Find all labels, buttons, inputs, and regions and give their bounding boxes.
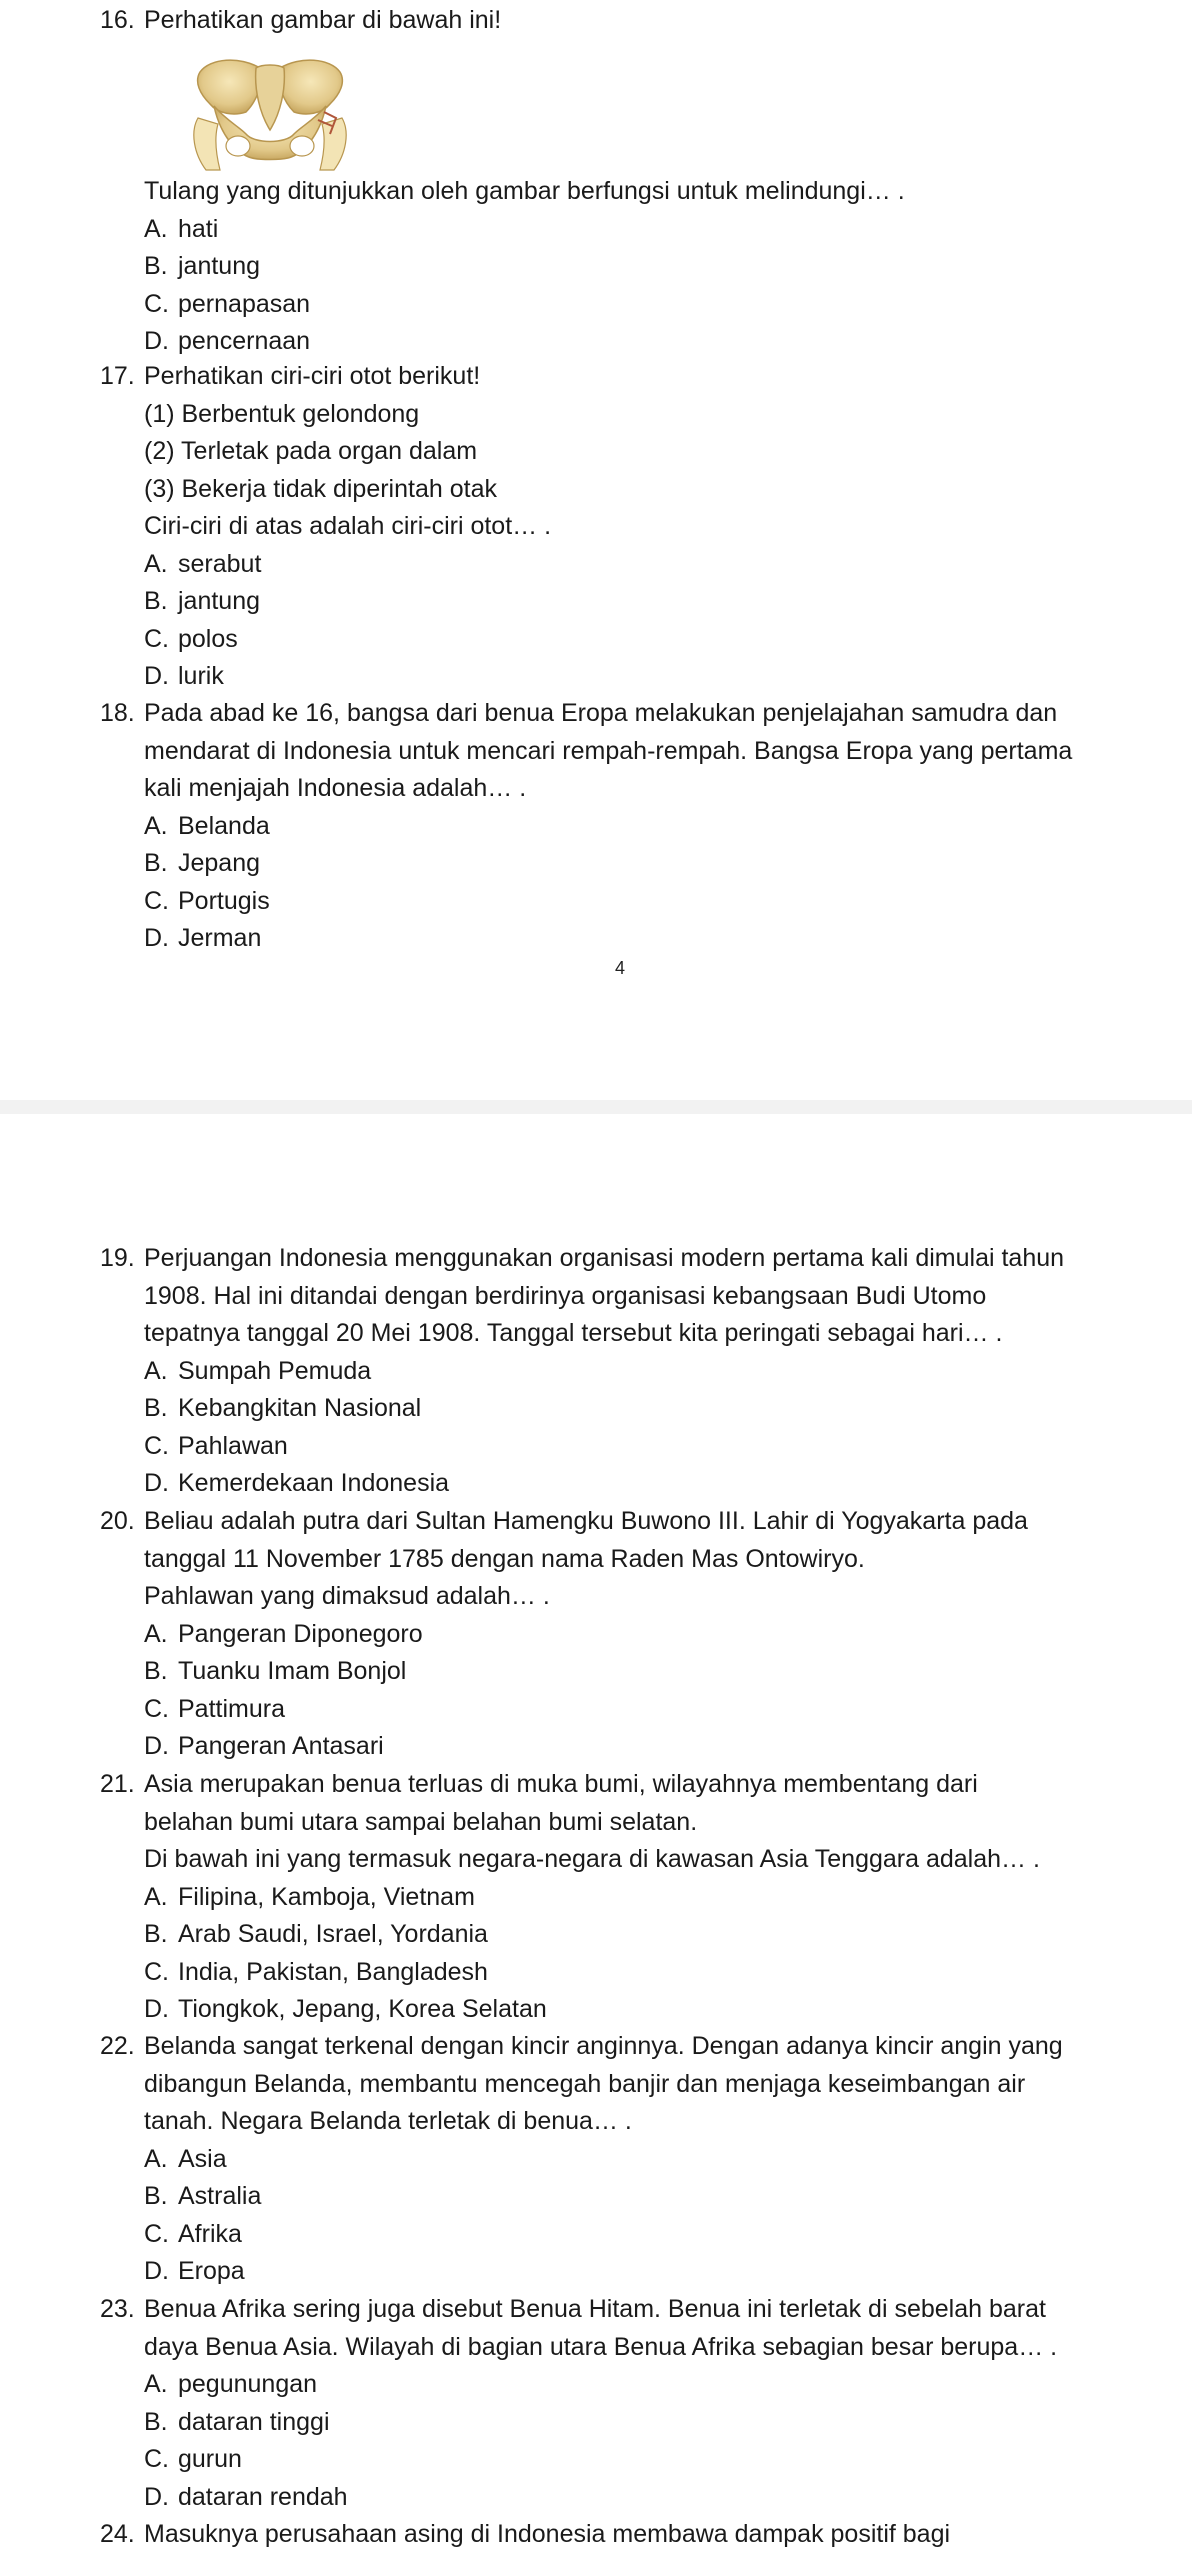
option-a xyxy=(100,211,1190,249)
option-c xyxy=(100,286,1190,324)
question-stem: Pahlawan yang dimaksud adalah… . xyxy=(144,1582,550,1610)
option-text: dataran rendah xyxy=(178,2482,348,2511)
option-letter: D. xyxy=(144,327,169,355)
option-letter: B. xyxy=(144,587,168,615)
question-21 xyxy=(100,1766,1190,2029)
option-a xyxy=(100,2141,1190,2179)
question-stem: tanah. Negara Belanda terletak di benua… . xyxy=(144,2107,632,2135)
option-text: Pattimura xyxy=(178,1694,285,1723)
option-letter: D. xyxy=(144,1469,169,1497)
option-letter: B. xyxy=(144,849,168,877)
page-separator xyxy=(0,1100,1192,1114)
option-text: Sumpah Pemuda xyxy=(178,1356,372,1385)
question-number: 19. xyxy=(100,1244,135,1272)
question-stem: Belanda sangat terkenal dengan kincir anginnya. Dengan adanya kincir angin yang xyxy=(144,2032,1063,2060)
question-stem: Perjuangan Indonesia menggunakan organisasi modern pertama kali dimulai tahun xyxy=(144,1244,1065,1272)
option-letter: C. xyxy=(144,624,169,653)
option-d xyxy=(100,2253,1190,2291)
page-1 xyxy=(0,0,1192,1100)
question-stem: belahan bumi utara sampai belahan bumi selatan. xyxy=(144,1807,698,1836)
option-b xyxy=(100,1390,1190,1428)
question-stem: Benua Afrika sering juga disebut Benua Hitam. Benua ini terletak di sebelah barat xyxy=(144,2295,1046,2323)
option-text: jantung xyxy=(178,252,261,280)
question-24 xyxy=(100,2516,1190,2554)
question-16-body xyxy=(100,173,1190,361)
question-stem: tepatnya tanggal 20 Mei 1908. Tanggal tersebut kita peringati sebagai hari… . xyxy=(144,1319,1003,1347)
option-text: pencernaan xyxy=(178,327,311,355)
option-b xyxy=(100,2178,1190,2216)
question-stem: Di bawah ini yang termasuk negara-negara di kawasan Asia Tenggara adalah… . xyxy=(144,1845,1040,1873)
option-letter: B. xyxy=(144,2407,168,2436)
option-letter: A. xyxy=(144,1619,168,1648)
question-stem: Perhatikan ciri-ciri otot berikut! xyxy=(144,362,481,390)
option-letter: A. xyxy=(144,811,168,840)
option-text: Pangeran Diponegoro xyxy=(178,1619,423,1648)
option-c xyxy=(100,883,1190,921)
option-letter: C. xyxy=(144,1957,169,1986)
option-a xyxy=(100,1879,1190,1917)
option-c xyxy=(100,1954,1190,1992)
option-text: Tuanku Imam Bonjol xyxy=(178,1657,407,1685)
option-text: Pangeran Antasari xyxy=(178,1732,384,1760)
question-stem: tanggal 11 November 1785 dengan nama Raden Mas Ontowiryo. xyxy=(144,1544,865,1573)
question-20 xyxy=(100,1503,1190,1766)
option-text: Eropa xyxy=(178,2257,245,2285)
option-letter: D. xyxy=(144,924,169,952)
option-letter: A. xyxy=(144,1356,168,1385)
option-letter: C. xyxy=(144,2219,169,2248)
option-b xyxy=(100,583,1190,621)
option-a xyxy=(100,808,1190,846)
option-a xyxy=(100,1353,1190,1391)
question-19 xyxy=(100,1240,1190,1503)
option-text: Filipina, Kamboja, Vietnam xyxy=(178,1882,475,1911)
option-letter: D. xyxy=(144,1732,169,1760)
option-letter: C. xyxy=(144,1694,169,1723)
question-18 xyxy=(100,695,1190,958)
question-stem: dibangun Belanda, membantu mencegah banjir dan menjaga keseimbangan air xyxy=(144,2069,1026,2098)
question-number: 23. xyxy=(100,2295,135,2323)
question-stem: mendarat di Indonesia untuk mencari rempah-rempah. Bangsa Eropa yang pertama xyxy=(144,736,1073,765)
option-text: Tiongkok, Jepang, Korea Selatan xyxy=(178,1995,547,2023)
option-letter: D. xyxy=(144,1995,169,2023)
option-letter: D. xyxy=(144,2482,169,2511)
option-letter: B. xyxy=(144,252,168,280)
question-stem: kali menjajah Indonesia adalah… . xyxy=(144,774,527,802)
option-text: Jerman xyxy=(178,924,262,952)
option-letter: B. xyxy=(144,1657,168,1685)
option-text: pegunungan xyxy=(178,2370,318,2398)
question-stem: (2) Terletak pada organ dalam xyxy=(144,437,478,465)
option-c xyxy=(100,2216,1190,2254)
option-text: Arab Saudi, Israel, Yordania xyxy=(178,1920,488,1948)
question-number: 24. xyxy=(100,2520,135,2548)
page-2 xyxy=(0,1114,1192,2554)
question-16 xyxy=(100,2,1190,40)
option-a xyxy=(100,1616,1190,1654)
option-text: Astralia xyxy=(178,2182,262,2210)
question-17 xyxy=(100,358,1190,696)
option-letter: B. xyxy=(144,1394,168,1422)
option-d xyxy=(100,1465,1190,1503)
question-stem: Beliau adalah putra dari Sultan Hamengku Buwono III. Lahir di Yogyakarta pada xyxy=(144,1507,1028,1535)
option-d xyxy=(100,658,1190,696)
option-letter: A. xyxy=(144,1882,168,1911)
option-letter: C. xyxy=(144,886,169,915)
option-d xyxy=(100,1728,1190,1766)
option-text: Portugis xyxy=(178,886,270,915)
option-d xyxy=(100,1991,1190,2029)
option-text: Afrika xyxy=(178,2219,242,2248)
question-stem: Masuknya perusahaan asing di Indonesia membawa dampak positif bagi xyxy=(144,2520,951,2548)
option-text: dataran tinggi xyxy=(178,2407,330,2436)
option-letter: A. xyxy=(144,2370,168,2398)
option-text: Kebangkitan Nasional xyxy=(178,1394,422,1422)
option-text: lurik xyxy=(178,662,224,690)
option-b xyxy=(100,248,1190,286)
option-b xyxy=(100,1653,1190,1691)
question-stem: Pada abad ke 16, bangsa dari benua Eropa melakukan penjelajahan samudra dan xyxy=(144,699,1058,727)
option-d xyxy=(100,920,1190,958)
option-letter: A. xyxy=(144,214,168,243)
option-text: polos xyxy=(178,624,238,653)
question-stem: (3) Bekerja tidak diperintah otak xyxy=(144,474,497,503)
option-letter: D. xyxy=(144,2257,169,2285)
option-letter: A. xyxy=(144,2144,168,2173)
option-text: Belanda xyxy=(178,811,270,840)
question-number: 18. xyxy=(100,699,135,727)
option-b xyxy=(100,2404,1190,2442)
option-c xyxy=(100,621,1190,659)
option-text: India, Pakistan, Bangladesh xyxy=(178,1957,488,1986)
question-stem: Asia merupakan benua terluas di muka bumi, wilayahnya membentang dari xyxy=(144,1770,978,1798)
option-c xyxy=(100,1428,1190,1466)
option-text: hati xyxy=(178,214,219,243)
option-d xyxy=(100,2479,1190,2517)
option-letter: B. xyxy=(144,1920,168,1948)
option-text: gurun xyxy=(178,2445,242,2473)
option-letter: B. xyxy=(144,2182,168,2210)
question-number: 22. xyxy=(100,2032,135,2060)
question-number: 21. xyxy=(100,1770,135,1798)
option-letter: C. xyxy=(144,1431,169,1460)
option-text: jantung xyxy=(178,587,261,615)
question-22 xyxy=(100,2028,1190,2291)
option-text: serabut xyxy=(178,549,262,578)
option-text: Asia xyxy=(178,2144,227,2173)
question-stem: 1908. Hal ini ditandai dengan berdirinya organisasi kebangsaan Budi Utomo xyxy=(144,1281,987,1310)
question-stem: daya Benua Asia. Wilayah di bagian utara Benua Afrika sebagian besar berupa… . xyxy=(144,2332,1058,2361)
option-letter: C. xyxy=(144,289,169,318)
question-number: 17. xyxy=(100,362,135,390)
question-stem: (1) Berbentuk gelondong xyxy=(144,399,420,428)
option-text: Kemerdekaan Indonesia xyxy=(178,1469,450,1497)
page-number: 4 xyxy=(614,958,625,978)
question-number: 16. xyxy=(100,6,135,34)
option-letter: D. xyxy=(144,662,169,690)
option-letter: C. xyxy=(144,2445,169,2473)
option-c xyxy=(100,2441,1190,2479)
option-letter: A. xyxy=(144,549,168,578)
question-stem: Ciri-ciri di atas adalah ciri-ciri otot… . xyxy=(144,512,552,540)
option-text: Pahlawan xyxy=(178,1431,288,1460)
option-a xyxy=(100,546,1190,584)
question-stem: Tulang yang ditunjukkan oleh gambar berfungsi untuk melindungi… . xyxy=(144,177,905,205)
option-text: pernapasan xyxy=(178,289,311,318)
pelvis-bone-illustration xyxy=(190,54,350,172)
option-c xyxy=(100,1691,1190,1729)
option-d xyxy=(100,323,1190,361)
question-23 xyxy=(100,2291,1190,2516)
option-text: Jepang xyxy=(178,849,261,877)
option-b xyxy=(100,1916,1190,1954)
question-number: 20. xyxy=(100,1507,135,1535)
question-stem: Perhatikan gambar di bawah ini! xyxy=(144,6,502,34)
option-a xyxy=(100,2366,1190,2404)
option-b xyxy=(100,845,1190,883)
